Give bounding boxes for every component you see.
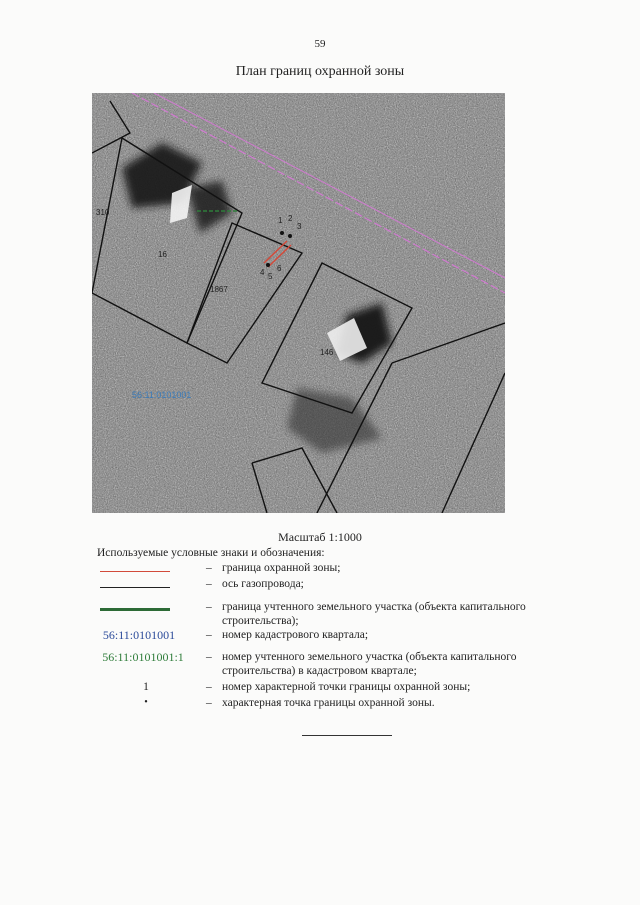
aerial-map [92, 93, 505, 513]
page-number: 59 [314, 38, 326, 50]
label-point-2: 2 [288, 214, 293, 223]
label-point-1: 1 [278, 216, 283, 225]
map-canvas [92, 93, 505, 513]
label-point-5: 5 [268, 272, 273, 281]
label-point-6: 6 [277, 264, 282, 273]
map-scale: Масштаб 1:1000 [278, 530, 362, 544]
boundary-line-symbol [100, 571, 170, 572]
bottom-divider [302, 735, 392, 736]
point-marker [266, 263, 270, 267]
legend-point-number-text: номер характерной точки границы охранной зоны; [222, 681, 471, 693]
point-marker [288, 234, 292, 238]
point-dot-sample: • [144, 697, 148, 708]
legend-axis-text: ось газопровода; [222, 578, 304, 590]
page-title: План границ охранной зоны [235, 64, 405, 79]
point-number-sample: 1 [143, 681, 149, 693]
point-marker [280, 231, 284, 235]
legend-parcel-boundary-text: граница учтенного земельного участка (объекта капитального строительства); [222, 601, 526, 627]
label-parcel-146: 146 [320, 348, 334, 357]
legend-quarter-text: номер кадастрового квартала; [222, 629, 369, 641]
label-point-3: 3 [297, 222, 302, 231]
parcel-code-sample: 56:11:0101001:1 [102, 650, 184, 664]
label-point-4: 4 [260, 268, 265, 277]
legend-parcel-text: номер учтенного земельного участка (объекта капитального строительства) в кадастровом квартале; [222, 651, 517, 677]
label-parcel-16: 16 [158, 250, 167, 259]
legend-boundary-text: граница охранной зоны; [222, 562, 341, 574]
legend-title: Используемые условные знаки и обозначения: [97, 547, 325, 559]
legend-point-text: характерная точка границы охранной зоны. [222, 697, 435, 709]
label-quarter: 56:11:0101001 [132, 390, 192, 400]
parcel-boundary-symbol [100, 608, 170, 611]
label-parcel-1867: 1867 [210, 285, 228, 294]
label-parcel-310: 310 [96, 208, 110, 217]
quarter-code-sample: 56:11:0101001 [102, 628, 176, 642]
gas-axis-symbol [100, 587, 170, 588]
